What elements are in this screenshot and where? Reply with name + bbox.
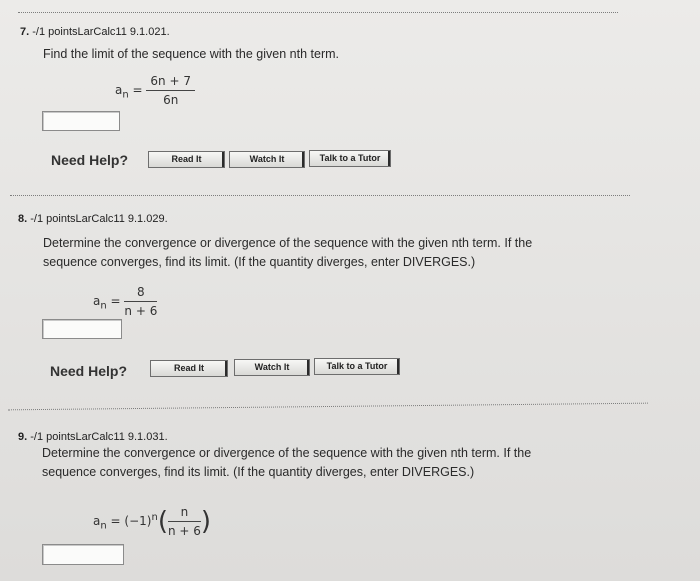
- question-separator: [18, 12, 618, 13]
- equals-sign: =: [132, 83, 147, 97]
- fraction-numerator: 8: [124, 285, 157, 302]
- formula-subscript: n: [100, 520, 107, 532]
- question-prompt: Find the limit of the sequence with the given nth term.: [43, 47, 339, 61]
- question-header: [20, 26, 170, 38]
- question-separator: [10, 195, 630, 196]
- left-paren: (: [157, 506, 168, 537]
- fraction: [124, 285, 157, 318]
- question-prompt-line-2: sequence converges, find its limit. (If the quantity diverges, enter DIVERGES.): [43, 255, 476, 269]
- need-help-label: Need Help?: [51, 152, 129, 168]
- formula-coefficient: (−1): [124, 514, 152, 528]
- question-points: -/1 points: [32, 26, 78, 38]
- need-help-label: Need Help?: [50, 363, 128, 379]
- question-separator: [8, 403, 648, 411]
- question-id: LarCalc11 9.1.031.: [75, 431, 168, 443]
- fraction: [168, 505, 201, 538]
- question-prompt-line-1: Determine the convergence or divergence of the sequence with the given nth term. If the: [43, 236, 533, 250]
- fraction-numerator: 6n + 7: [146, 74, 195, 91]
- question-points: -/1 points: [30, 213, 76, 225]
- formula-lhs: a: [93, 514, 101, 528]
- fraction-denominator: n + 6: [167, 524, 201, 538]
- question-number: 7.: [20, 26, 30, 38]
- talk-to-tutor-button[interactable]: Talk to a Tutor: [309, 150, 391, 167]
- right-paren: ): [200, 506, 212, 537]
- question-points: -/1 points: [30, 431, 76, 443]
- equals-sign: =: [110, 514, 125, 528]
- fraction-numerator: n: [168, 505, 201, 522]
- answer-input[interactable]: [42, 319, 122, 339]
- question-header: [18, 213, 168, 225]
- question-number: 9.: [18, 431, 28, 443]
- question-header: [18, 431, 168, 443]
- answer-input[interactable]: [42, 544, 124, 565]
- fraction: [146, 74, 195, 107]
- formula-lhs: a: [93, 294, 101, 308]
- fraction-denominator: n + 6: [124, 304, 158, 318]
- sequence-formula: [93, 505, 211, 538]
- fraction-denominator: 6n: [163, 93, 179, 107]
- equals-sign: =: [110, 294, 125, 308]
- sequence-formula: [93, 285, 157, 318]
- sequence-formula: [115, 74, 195, 107]
- read-it-button[interactable]: Read It: [148, 151, 225, 168]
- watch-it-button[interactable]: Watch It: [229, 151, 305, 168]
- question-id: LarCalc11 9.1.029.: [75, 213, 168, 225]
- question-prompt-line-2: sequence converges, find its limit. (If the quantity diverges, enter DIVERGES.): [42, 465, 475, 479]
- question-prompt-line-1: Determine the convergence or divergence of the sequence with the given nth term. If the: [42, 446, 532, 460]
- formula-subscript: n: [122, 89, 129, 101]
- question-id: LarCalc11 9.1.021.: [77, 26, 170, 38]
- formula-exponent: n: [151, 512, 158, 523]
- watch-it-button[interactable]: Watch It: [234, 359, 310, 376]
- talk-to-tutor-button[interactable]: Talk to a Tutor: [314, 358, 400, 375]
- formula-lhs: a: [115, 83, 123, 97]
- answer-input[interactable]: [42, 111, 120, 131]
- question-number: 8.: [18, 213, 28, 225]
- read-it-button[interactable]: Read It: [150, 360, 228, 377]
- formula-subscript: n: [100, 300, 107, 312]
